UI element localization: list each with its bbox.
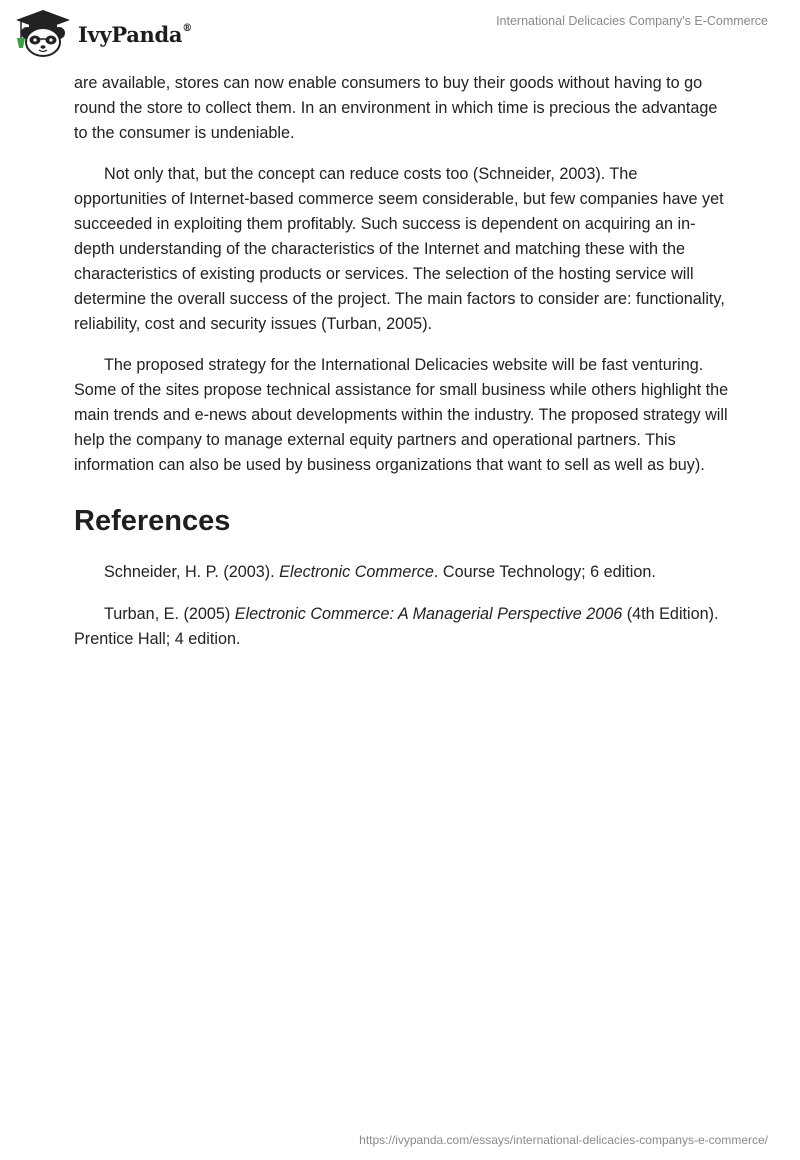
reference-item: Schneider, H. P. (2003). Electronic Commerce. Course Technology; 6 edition. [104, 563, 656, 581]
document-title: International Delicacies Company's E-Commerce [496, 14, 768, 28]
paragraph-strategy: The proposed strategy for the International Delicacies website will be fast venturing. Some of the sites propose technical assistance for small business while others highlight the main trends and e-news about developments within the industry. The proposed strategy will help the company to manage external equity partners and operational partners. This information can also be used by business organizations that want to sell as well as buy). [74, 356, 729, 474]
reference-item: Turban, E. (2005) Electronic Commerce: A Managerial Perspective 2006 (4th Edition). Prentice Hall; 4 edition. [74, 605, 719, 648]
reference-title: Electronic Commerce: A Managerial Perspective 2006 [234, 605, 623, 623]
paragraph-costs: Not only that, but the concept can reduce costs too (Schneider, 2003). The opportunities of Internet-based commerce seem considerable, but few companies have yet succeeded in exploiting them profitably. Such success is dependent on acquiring an in-depth understanding of the characteristics of the Internet and matching these with the characteristics of existing products or services. The selection of the hosting service will determine the overall success of the project. The main factors to consider are: functionality, reliability, cost and security issues (Turban, 2005). [74, 165, 725, 333]
page-header [0, 0, 800, 64]
source-url[interactable]: https://ivypanda.com/essays/international-delicacies-companys-e-commerce/ [359, 1133, 768, 1147]
paragraph-continuation: are available, stores can now enable consumers to buy their goods without having to go round the store to collect them. In an environment in which time is precious the advantage to the consumer is undeniable. [74, 74, 718, 142]
reference-title: Electronic Commerce [279, 563, 434, 581]
brand-name: IvyPanda® [78, 21, 192, 47]
registered-mark: ® [182, 22, 192, 34]
essay-content [74, 71, 729, 669]
ivypanda-logo[interactable] [14, 8, 192, 58]
panda-graduate-icon [14, 8, 72, 58]
references-heading: References [74, 505, 231, 537]
